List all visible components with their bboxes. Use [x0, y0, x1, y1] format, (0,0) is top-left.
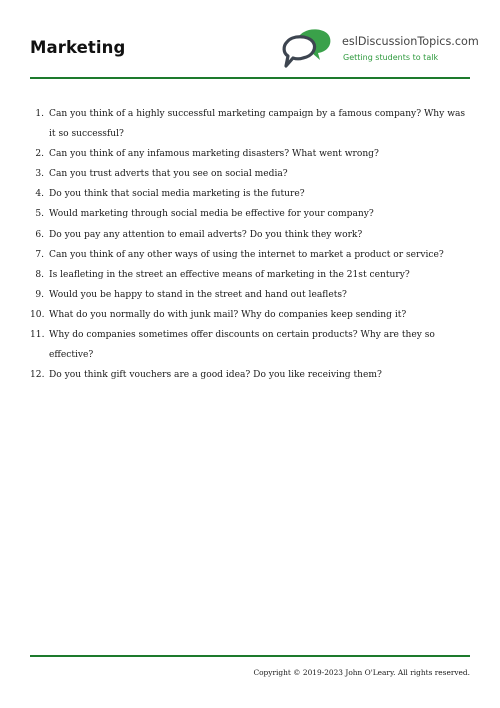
footer-divider [30, 655, 470, 657]
question-item [30, 285, 470, 305]
question-number: 5. [35, 209, 44, 220]
question-number: 8. [35, 269, 44, 280]
question-item [30, 164, 470, 184]
question-text: Would marketing through social media be effective for your company? [49, 209, 374, 220]
question-number: 9. [35, 289, 44, 300]
dark-bubble-shape [284, 37, 314, 66]
question-text: Do you think that social media marketing is the future? [49, 189, 305, 200]
question-number: 2. [35, 149, 44, 160]
question-text: What do you normally do with junk mail? Why do companies keep sending it? [49, 309, 407, 320]
brand-name: eslDiscussionTopics.com [342, 35, 479, 48]
question-text: Do you pay any attention to email adverts? Do you think they work? [49, 229, 363, 240]
question-text: Can you think of any infamous marketing disasters? What went wrong? [49, 149, 379, 160]
question-number: 7. [35, 249, 44, 260]
page-title: Marketing [30, 38, 126, 57]
question-text: Do you think gift vouchers are a good idea? Do you like receiving them? [49, 370, 382, 381]
question-list [30, 104, 470, 385]
question-item [30, 325, 470, 365]
copyright-notice: Copyright © 2019-2023 John O'Leary. All rights reserved. [253, 668, 470, 677]
question-item [30, 305, 470, 325]
header-divider [30, 77, 470, 79]
question-text: Would you be happy to stand in the street and hand out leaflets? [49, 289, 347, 300]
question-item [30, 204, 470, 224]
question-text: Why do companies sometimes offer discounts on certain products? Why are they so effective? [49, 330, 435, 361]
question-item [30, 104, 470, 144]
question-item [30, 144, 470, 164]
question-text: Is leafleting in the street an effective means of marketing in the 21st century? [49, 269, 410, 280]
question-text: Can you think of a highly successful marketing campaign by a famous company? Why was it so successful? [49, 109, 466, 140]
brand-tagline: Getting students to talk [343, 53, 439, 62]
question-number: 3. [35, 169, 44, 180]
question-number: 10. [30, 309, 45, 320]
question-text: Can you trust adverts that you see on social media? [49, 169, 288, 180]
question-number: 11. [30, 330, 45, 341]
question-number: 1. [35, 109, 44, 119]
question-text: Can you think of any other ways of using the internet to market a product or service? [49, 249, 444, 260]
question-item [30, 225, 470, 245]
question-item [30, 184, 470, 204]
question-item [30, 365, 470, 385]
question-number: 6. [35, 229, 44, 240]
question-number: 4. [35, 189, 44, 200]
question-number: 12. [30, 370, 45, 381]
speech-bubbles-logo-icon [282, 28, 332, 72]
question-item [30, 265, 470, 285]
question-item [30, 245, 470, 265]
